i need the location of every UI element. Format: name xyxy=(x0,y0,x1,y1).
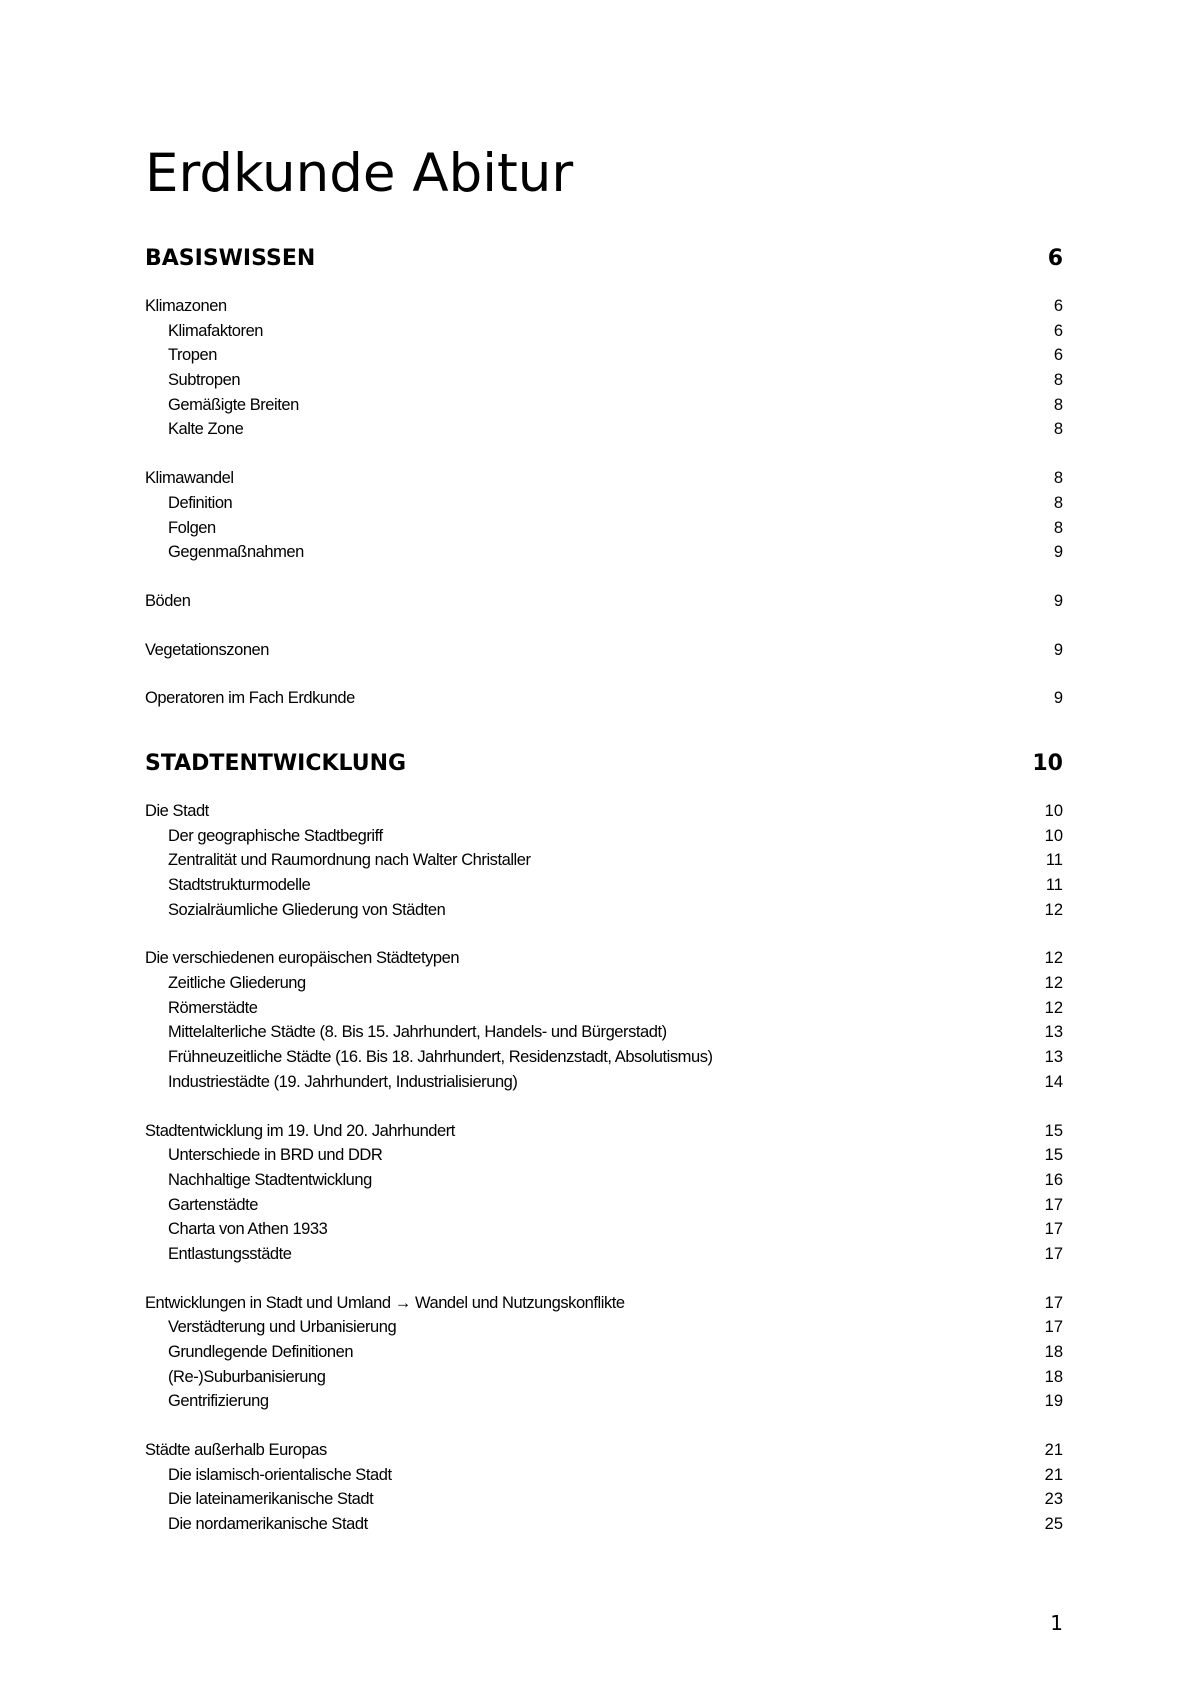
toc-entry-page: 9 xyxy=(1053,640,1063,659)
toc-subentry[interactable] xyxy=(145,1315,1063,1340)
toc-entry[interactable] xyxy=(145,589,1063,614)
toc-subentry-label: Mittelalterliche Städte (8. Bis 15. Jahrhundert, Handels- und Bürgerstadt) xyxy=(168,1023,667,1042)
toc-subentry-page: 8 xyxy=(1053,518,1063,537)
toc-section xyxy=(145,244,1063,711)
toc-subentry-label: (Re-)Suburbanisierung xyxy=(168,1367,326,1386)
toc-subentry-page: 17 xyxy=(1044,1220,1063,1239)
toc-subentry-page: 6 xyxy=(1053,346,1063,365)
toc-subentry[interactable] xyxy=(145,996,1063,1021)
toc-section-page: 10 xyxy=(1032,750,1063,776)
toc-subentry-label: Der geographische Stadtbegriff xyxy=(168,826,383,845)
toc-subentry[interactable] xyxy=(145,1193,1063,1218)
toc-subentry[interactable] xyxy=(145,1045,1063,1070)
toc-subentry[interactable] xyxy=(145,516,1063,541)
toc-group xyxy=(145,946,1063,1094)
toc-section xyxy=(145,749,1063,1537)
toc-subentry-page: 10 xyxy=(1044,826,1063,845)
toc-section-title: BASISWISSEN xyxy=(145,246,316,271)
toc-subentry-label: Gartenstädte xyxy=(168,1195,258,1214)
toc-subentry-page: 12 xyxy=(1044,900,1063,919)
toc-subentry[interactable] xyxy=(145,1487,1063,1512)
toc-entry-page: 17 xyxy=(1044,1293,1063,1312)
toc-entry-page: 10 xyxy=(1044,801,1063,820)
toc-entry-page: 8 xyxy=(1053,469,1063,488)
toc-entry-label: Klimawandel xyxy=(145,469,234,488)
toc-entry-page: 9 xyxy=(1053,689,1063,708)
toc-entry-page: 15 xyxy=(1044,1121,1063,1140)
toc-entry-label: Die verschiedenen europäischen Städtetypen xyxy=(145,949,460,968)
toc-entry-label: Operatoren im Fach Erdkunde xyxy=(145,689,355,708)
toc-entry[interactable] xyxy=(145,294,1063,319)
toc-subentry-page: 6 xyxy=(1053,321,1063,340)
toc-subentry-label: Gentrifizierung xyxy=(168,1392,269,1411)
toc-section-page: 6 xyxy=(1047,246,1063,271)
toc-subentry-page: 17 xyxy=(1044,1244,1063,1263)
toc-subentry[interactable] xyxy=(145,873,1063,898)
toc-entry-label: Stadtentwicklung im 19. Und 20. Jahrhundert xyxy=(145,1121,455,1140)
toc-subentry-label: Frühneuzeitliche Städte (16. Bis 18. Jahrhundert, Residenzstadt, Absolutismus) xyxy=(168,1048,713,1067)
toc-subentry[interactable] xyxy=(145,393,1063,418)
toc-entry[interactable] xyxy=(145,1119,1063,1144)
toc-subentry-label: Die nordamerikanische Stadt xyxy=(168,1515,368,1534)
toc-subentry[interactable] xyxy=(145,319,1063,344)
toc-subentry-label: Charta von Athen 1933 xyxy=(168,1220,328,1239)
toc-subentry-page: 11 xyxy=(1045,876,1063,894)
toc-entry-page: 9 xyxy=(1053,591,1063,610)
toc-subentry-page: 14 xyxy=(1044,1072,1063,1091)
toc-subentry-label: Grundlegende Definitionen xyxy=(168,1343,354,1361)
toc-subentry-label: Zeitliche Gliederung xyxy=(168,974,306,993)
toc-group xyxy=(145,638,1063,663)
toc-subentry-label: Sozialräumliche Gliederung von Städten xyxy=(168,900,446,919)
toc-subentry[interactable] xyxy=(145,1463,1063,1488)
toc-entry-label: Entwicklungen in Stadt und Umland → Wandel und Nutzungskonflikte xyxy=(145,1293,625,1312)
toc-subentry-page: 21 xyxy=(1044,1465,1063,1484)
toc-entry-label: Böden xyxy=(145,591,191,610)
toc-subentry[interactable] xyxy=(145,417,1063,442)
page-number: 1 xyxy=(1050,1611,1063,1635)
toc-subentry-page: 9 xyxy=(1053,543,1063,562)
toc-entry[interactable] xyxy=(145,466,1063,491)
toc-section-heading[interactable] xyxy=(145,244,1063,274)
toc-section-heading[interactable] xyxy=(145,749,1063,779)
toc-group xyxy=(145,1119,1063,1267)
toc-group xyxy=(145,1438,1063,1537)
toc-subentry[interactable] xyxy=(145,1340,1063,1365)
toc-subentry-page: 15 xyxy=(1044,1146,1063,1165)
toc-subentry[interactable] xyxy=(145,898,1063,923)
toc-entry-label: Die Stadt xyxy=(145,801,209,820)
toc-entry[interactable] xyxy=(145,638,1063,663)
toc-subentry-page: 8 xyxy=(1053,395,1063,414)
toc-subentry[interactable] xyxy=(145,1143,1063,1168)
toc-subentry[interactable] xyxy=(145,343,1063,368)
toc-entry[interactable] xyxy=(145,799,1063,824)
toc-subentry-page: 23 xyxy=(1044,1490,1063,1509)
toc-subentry-label: Zentralität und Raumordnung nach Walter Christaller xyxy=(168,851,531,870)
toc-subentry-page: 13 xyxy=(1044,1023,1063,1042)
toc-entry[interactable] xyxy=(145,946,1063,971)
toc-group xyxy=(145,466,1063,565)
toc-subentry-page: 18 xyxy=(1044,1367,1063,1386)
toc-subentry-page: 8 xyxy=(1053,420,1063,439)
toc-subentry-label: Definition xyxy=(168,493,233,512)
toc-section-title: STADTENTWICKLUNG xyxy=(145,750,407,776)
toc-subentry-label: Verstädterung und Urbanisierung xyxy=(168,1318,397,1337)
toc-subentry[interactable] xyxy=(145,368,1063,393)
toc-entry-page: 12 xyxy=(1044,949,1063,968)
toc-subentry-page: 11 xyxy=(1045,851,1063,870)
document-title: Erdkunde Abitur xyxy=(145,143,574,204)
toc-subentry-page: 12 xyxy=(1044,998,1063,1017)
toc-subentry[interactable] xyxy=(145,971,1063,996)
toc-subentry-label: Folgen xyxy=(168,518,216,537)
toc-subentry-page: 16 xyxy=(1044,1170,1063,1189)
toc-subentry-page: 8 xyxy=(1053,493,1063,512)
toc-subentry-page: 17 xyxy=(1044,1195,1063,1214)
toc-subentry-page: 18 xyxy=(1044,1343,1063,1361)
toc-subentry-label: Kalte Zone xyxy=(168,420,244,439)
toc-entry-label: Vegetationszonen xyxy=(145,640,269,659)
toc-entry-label: Klimazonen xyxy=(145,297,227,315)
toc-entry-label: Städte außerhalb Europas xyxy=(145,1441,327,1460)
toc-subentry-label: Klimafaktoren xyxy=(168,321,264,340)
toc-subentry[interactable] xyxy=(145,1365,1063,1390)
toc-subentry-page: 17 xyxy=(1044,1318,1063,1337)
toc-subentry[interactable] xyxy=(145,1020,1063,1045)
toc-subentry[interactable] xyxy=(145,1512,1063,1537)
toc-subentry-label: Subtropen xyxy=(168,371,241,390)
toc-subentry[interactable] xyxy=(145,540,1063,565)
toc-subentry[interactable] xyxy=(145,1389,1063,1414)
toc-subentry[interactable] xyxy=(145,848,1063,873)
toc-subentry[interactable] xyxy=(145,1217,1063,1242)
toc-subentry[interactable] xyxy=(145,491,1063,516)
toc-subentry-label: Industriestädte (19. Jahrhundert, Industrialisierung) xyxy=(168,1072,518,1091)
toc-subentry-label: Tropen xyxy=(168,346,217,365)
toc-entry-page: 21 xyxy=(1044,1441,1063,1460)
toc-subentry-label: Die islamisch-orientalische Stadt xyxy=(168,1465,392,1484)
toc-subentry[interactable] xyxy=(145,1168,1063,1193)
toc-entry[interactable] xyxy=(145,1291,1063,1316)
document-page xyxy=(145,0,1063,1698)
toc-subentry-label: Römerstädte xyxy=(168,998,258,1017)
toc-entry-page: 6 xyxy=(1053,297,1063,315)
table-of-contents xyxy=(145,244,1063,1561)
toc-entry[interactable] xyxy=(145,686,1063,711)
toc-group xyxy=(145,589,1063,614)
toc-subentry-label: Die lateinamerikanische Stadt xyxy=(168,1490,374,1509)
toc-group xyxy=(145,1291,1063,1414)
toc-subentry-label: Nachhaltige Stadtentwicklung xyxy=(168,1170,372,1189)
toc-subentry-page: 13 xyxy=(1044,1048,1063,1067)
toc-subentry-label: Unterschiede in BRD und DDR xyxy=(168,1146,383,1165)
toc-subentry-label: Stadtstrukturmodelle xyxy=(168,876,311,894)
toc-subentry[interactable] xyxy=(145,824,1063,849)
toc-group xyxy=(145,799,1063,922)
section-spacer xyxy=(145,735,1063,749)
toc-subentry[interactable] xyxy=(145,1242,1063,1267)
toc-subentry-page: 25 xyxy=(1044,1515,1063,1534)
toc-subentry-label: Gegenmaßnahmen xyxy=(168,543,304,562)
toc-group xyxy=(145,686,1063,711)
toc-subentry-label: Gemäßigte Breiten xyxy=(168,395,299,414)
toc-entry[interactable] xyxy=(145,1438,1063,1463)
toc-subentry-page: 19 xyxy=(1044,1392,1063,1411)
toc-subentry-page: 8 xyxy=(1053,371,1063,390)
toc-subentry[interactable] xyxy=(145,1070,1063,1095)
toc-subentry-label: Entlastungsstädte xyxy=(168,1244,292,1263)
toc-subentry-page: 12 xyxy=(1044,974,1063,993)
toc-group xyxy=(145,294,1063,442)
